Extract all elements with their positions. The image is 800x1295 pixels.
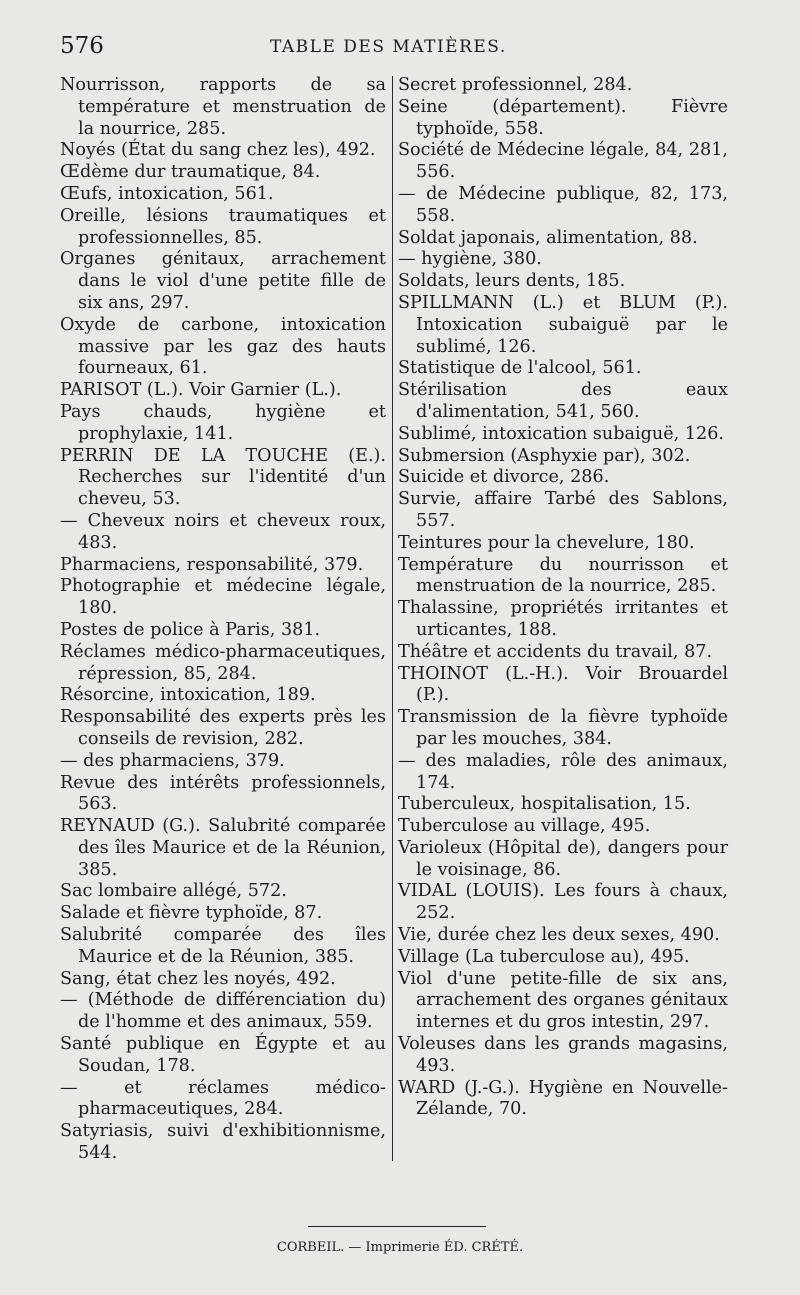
index-entry: Voleuses dans les grands magasins, 493.: [398, 1034, 728, 1076]
index-entry: WARD (J.-G.). Hygiène en Nouvelle-Zélande, 70.: [398, 1077, 728, 1120]
index-entry: Vie, durée chez les deux sexes, 490.: [398, 925, 720, 946]
index-entry: PERRIN DE LA TOUCHE (E.). Recherches sur l'identité d'un cheveu, 53.: [60, 445, 386, 510]
index-entry: Réclames médico-pharmaceutiques, répression, 85, 284.: [60, 641, 386, 684]
index-entry: Sublimé, intoxication subaiguë, 126.: [398, 423, 725, 444]
index-entry: SPILLMANN (L.) et BLUM (P.). Intoxication subaiguë par le sublimé, 126.: [398, 292, 728, 357]
index-entry: Submersion (Asphyxie par), 302.: [398, 445, 691, 466]
index-entry: Noyés (État du sang chez les), 492.: [60, 140, 376, 161]
index-entry: — des pharmaciens, 379.: [60, 750, 285, 771]
index-column-right: [398, 75, 728, 1121]
index-entry: — et réclames médico-pharmaceutiques, 284.: [60, 1077, 386, 1120]
index-entry: Tuberculose au village, 495.: [398, 816, 651, 837]
index-entry: Varioleux (Hôpital de), dangers pour le voisinage, 86.: [398, 837, 728, 880]
index-entry: Salubrité comparée des îles Maurice et de la Réunion, 385.: [60, 925, 386, 967]
index-entry: Photographie et médecine légale, 180.: [60, 576, 386, 619]
index-entry: — Cheveux noirs et cheveux roux, 483.: [60, 510, 386, 553]
index-entry: Postes de police à Paris, 381.: [60, 619, 321, 640]
index-entry: Oxyde de carbone, intoxication massive par les gaz des hauts fourneaux, 61.: [60, 314, 386, 379]
index-entry: Sang, état chez les noyés, 492.: [60, 968, 336, 989]
index-entry: Satyriasis, suivi d'exhibitionnisme, 544.: [60, 1121, 386, 1164]
page-number: 576: [60, 33, 104, 59]
index-entry: Suicide et divorce, 286.: [398, 467, 610, 488]
index-entry: Thalassine, propriétés irritantes et urticantes, 188.: [398, 598, 728, 640]
index-entry: — hygiène, 380.: [398, 249, 542, 270]
index-entry: Salade et fièvre typhoïde, 87.: [60, 903, 323, 924]
index-entry: Revue des intérêts professionnels, 563.: [60, 772, 386, 815]
footer-rule: [308, 1226, 486, 1227]
index-entry: Village (La tuberculose au), 495.: [398, 946, 690, 967]
index-entry: Œdème dur traumatique, 84.: [60, 162, 321, 183]
index-entry: Société de Médecine légale, 84, 281, 556.: [398, 140, 728, 183]
index-entry: Soldats, leurs dents, 185.: [398, 271, 626, 292]
index-entry: REYNAUD (G.). Salubrité comparée des îles Maurice et de la Réunion, 385.: [60, 816, 386, 880]
index-entry: Stérilisation des eaux d'alimentation, 541, 560.: [398, 380, 728, 422]
index-entry: Sac lombaire allégé, 572.: [60, 881, 287, 902]
index-entry: Température du nourrisson et menstruation de la nourrice, 285.: [398, 554, 728, 597]
index-entry: — des maladies, rôle des animaux, 174.: [398, 750, 728, 793]
index-entry: THOINOT (L.-H.). Voir Brouardel (P.).: [398, 663, 728, 706]
index-entry: PARISOT (L.). Voir Garnier (L.).: [60, 380, 342, 401]
index-entry: Tuberculeux, hospitalisation, 15.: [398, 794, 691, 815]
index-entry: Résorcine, intoxication, 189.: [60, 685, 316, 706]
index-entry: Responsabilité des experts près les conseils de revision, 282.: [60, 707, 386, 749]
index-entry: Santé publique en Égypte et au Soudan, 178.: [60, 1034, 386, 1076]
running-title: TABLE DES MATIÈRES.: [270, 37, 507, 57]
index-entry: Soldat japonais, alimentation, 88.: [398, 227, 698, 248]
index-entry: Transmission de la fièvre typhoïde par les mouches, 384.: [398, 707, 728, 749]
index-entry: — (Méthode de différenciation du) de l'homme et des animaux, 559.: [60, 990, 386, 1033]
index-entry: Oreille, lésions traumatiques et professionnelles, 85.: [60, 205, 386, 248]
index-entry: — de Médecine publique, 82, 173, 558.: [398, 183, 728, 226]
index-entry: Teintures pour la chevelure, 180.: [398, 532, 695, 553]
index-column-left: [60, 75, 386, 1165]
index-entry: Viol d'une petite-fille de six ans, arrachement des organes génitaux internes et du gros intestin, 297.: [398, 968, 728, 1033]
index-entry: Théâtre et accidents du travail, 87.: [398, 641, 713, 662]
index-entry: Nourrisson, rapports de sa température et menstruation de la nourrice, 285.: [60, 75, 386, 139]
index-entry: Œufs, intoxication, 561.: [60, 183, 274, 204]
printer-imprint: CORBEIL. — Imprimerie ÉD. CRÉTÉ.: [276, 1240, 524, 1255]
index-entry: Statistique de l'alcool, 561.: [398, 358, 642, 379]
index-entry: Seine (département). Fièvre typhoïde, 558.: [398, 96, 728, 139]
index-entry: Survie, affaire Tarbé des Sablons, 557.: [398, 489, 728, 531]
index-entry: Organes génitaux, arrachement dans le viol d'une petite fille de six ans, 297.: [60, 249, 386, 313]
index-entry: Pharmaciens, responsabilité, 379.: [60, 554, 364, 575]
index-entry: Secret professionnel, 284.: [398, 75, 633, 95]
index-entry: VIDAL (LOUIS). Les fours à chaux, 252.: [398, 881, 728, 924]
index-entry: Pays chauds, hygiène et prophylaxie, 141.: [60, 401, 386, 444]
column-divider: [392, 76, 393, 1161]
